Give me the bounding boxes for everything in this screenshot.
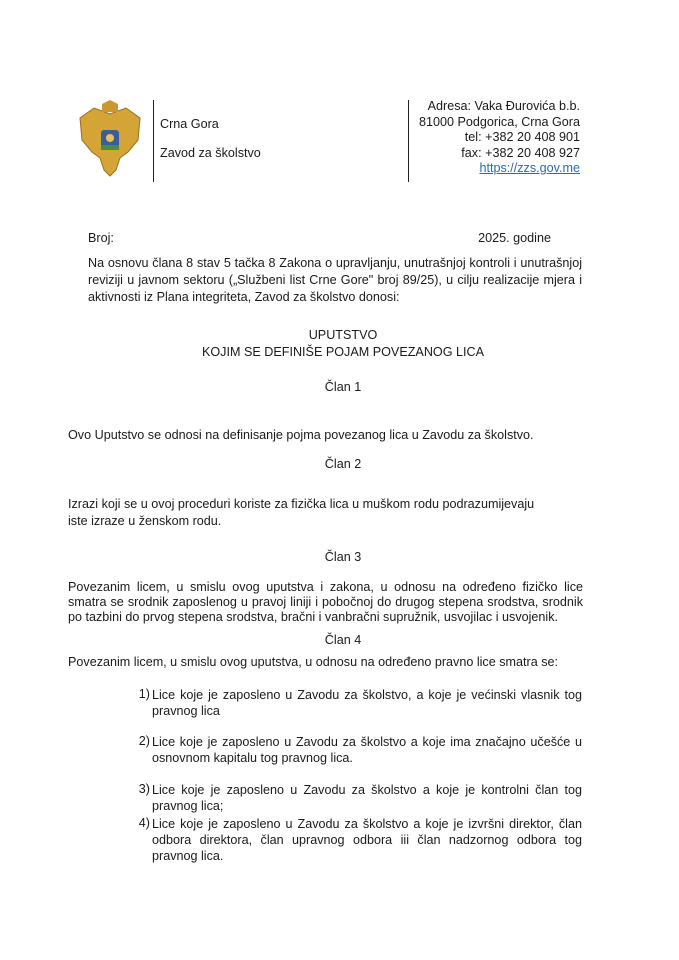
header-divider xyxy=(408,100,409,182)
list-text: Lice koje je zaposleno u Zavodu za školstvo, a koje je većinski vlasnik tog pravnog lica xyxy=(152,688,582,718)
contact-block xyxy=(410,99,580,177)
article-heading: Član 1 xyxy=(324,380,362,394)
article-text: Povezanim licem, u smislu ovog uputstva, u odnosu na određeno pravno lice smatra se: xyxy=(68,655,559,669)
fax: fax: +382 20 408 927 xyxy=(461,145,580,160)
title-line: UPUTSTVO xyxy=(308,328,378,342)
list-item xyxy=(130,782,582,814)
title-line: KOJIM SE DEFINIŠE POJAM POVEZANOG LICA xyxy=(201,345,484,359)
website-link[interactable]: https://zzs.gov.me xyxy=(479,161,580,175)
article-text: Povezanim licem, u smislu ovog uputstva i zakona, u odnosu na određeno fizičko lice smatra se srodnik zaposlenog u pravoj liniji i pobočnoj do drugog stepena srodstva, srodnik po tazbini do prvog stepena srodstva, bračni i vanbračni supružnik, usvojilac i usvojenik. xyxy=(68,580,583,624)
intro-paragraph: Na osnovu člana 8 stav 5 tačka 8 Zakona o upravljanju, unutrašnjoj kontroli i unutrašnjoj reviziji u javnom sektoru („Službeni list Crne Gore" broj 89/25), u cilju realizacije mjera i aktivnosti iz Plana integriteta, Zavod za školstvo donosi: xyxy=(88,256,582,304)
article-heading: Član 4 xyxy=(324,633,362,647)
list-number: 4) xyxy=(138,816,150,830)
address: Adresa: Vaka Đurovića b.b. xyxy=(427,99,580,113)
article-text: Ovo Uputstvo se odnosi na definisanje pojma povezanog lica u Zavodu za školstvo. xyxy=(68,428,534,442)
header-divider xyxy=(153,100,154,182)
list-item xyxy=(130,687,582,719)
phone: tel: +382 20 408 901 xyxy=(464,130,580,144)
list-item xyxy=(130,734,582,766)
document-date: 2025. godine xyxy=(478,231,551,245)
list-number: 1) xyxy=(138,687,150,701)
list-number: 3) xyxy=(138,782,150,796)
list-item xyxy=(130,816,582,864)
list-text: Lice koje je zaposleno u Zavodu za školstvo a koje ima značajno učešće u osnovnom kapitalu tog pravnog lica. xyxy=(152,735,582,765)
list-number: 2) xyxy=(138,734,150,748)
number-label: Broj: xyxy=(88,231,114,245)
coat-of-arms-logo xyxy=(74,100,146,180)
article-heading: Član 2 xyxy=(324,457,362,471)
city: 81000 Podgorica, Crna Gora xyxy=(418,114,580,129)
document-title xyxy=(88,327,598,361)
list-text: Lice koje je zaposleno u Zavodu za školstvo a koje je kontrolni član tog pravnog lica; xyxy=(152,783,582,813)
list-text: Lice koje je zaposleno u Zavodu za školstvo a koje je izvršni direktor, član odbora direktora, član upravnog odbora iii član nadzornog odbora tog pravnog lica. xyxy=(152,817,582,863)
article-text: Izrazi koji se u ovoj proceduri koriste za fizička lica u muškom rodu podrazumijevaju iste izraze u ženskom rodu. xyxy=(68,497,535,528)
article-heading: Član 3 xyxy=(324,550,362,564)
country-name: Crna Gora xyxy=(160,117,219,131)
institution-name: Zavod za školstvo xyxy=(160,146,261,160)
